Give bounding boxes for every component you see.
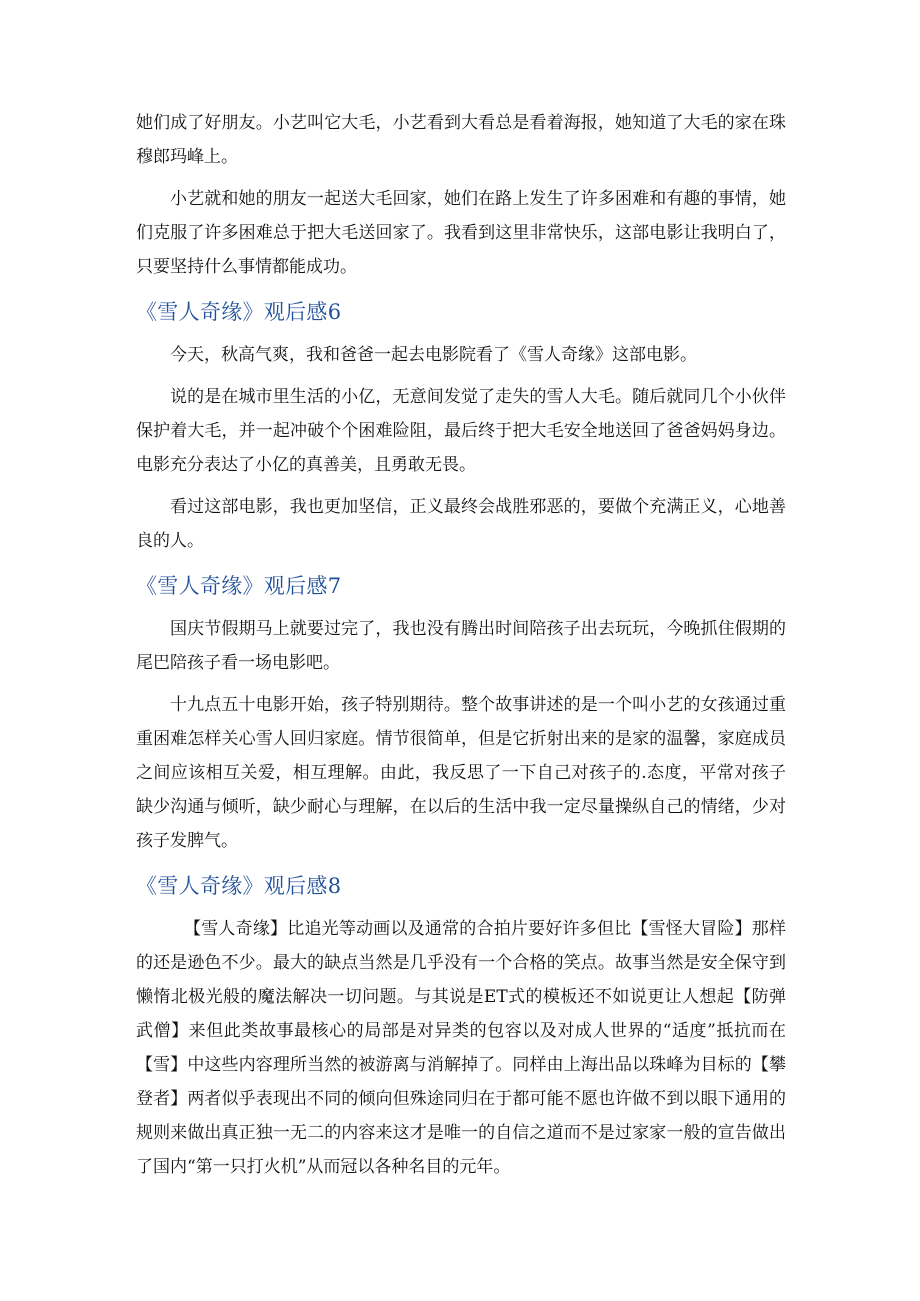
section-title: 《雪人奇缘》观后感7 bbox=[136, 574, 342, 598]
body-paragraph: 国庆节假期马上就要过完了，我也没有腾出时间陪孩子出去玩玩，今晚抓住假期的尾巴陪孩子看一场电影吧。 bbox=[136, 619, 786, 673]
document-content bbox=[136, 106, 786, 1192]
body-paragraph: 【雪人奇缘】比追光等动画以及通常的合拍片要好许多但比【雪怪大冒险】那样的还是逊色不少。最大的缺点当然是几乎没有一个合格的笑点。故事当然是安全保守到懒惰北极光般的魔法解决一切问题。与其说是ET式的模板还不如说更让人想起【防弹武僧】来但此类故事最核心的局部是对异类的包容以及对成人世界的“适度”抵抗而在【雪】中这些内容理所当然的被游离与消解掉了。同样由上海出品以珠峰为目标的【攀登者】两者似乎表现出不同的倾向但殊途同归在于都可能不愿也许做不到以眼下通用的规则来做出真正独一无二的内容来这才是唯一的自信之道而不是过家家一般的宣告做出了国内“第一只打火机”从而冠以各种名目的元年。 bbox=[136, 919, 786, 1177]
body-paragraph: 十九点五十电影开始，孩子特别期待。整个故事讲述的是一个叫小艺的女孩通过重重困难怎样关心雪人回归家庭。情节很简单，但是它折射出来的是家的温馨，家庭成员之间应该相互关爱，相互理解。由此，我反思了一下自己对孩子的.态度，平常对孩子缺少沟通与倾听，缺少耐心与理解，在以后的生活中我一定尽量操纵自己的情绪，少对孩子发脾气。 bbox=[136, 695, 786, 851]
section-title: 《雪人奇缘》观后感8 bbox=[136, 874, 342, 898]
body-paragraph: 说的是在城市里生活的小亿，无意间发觉了走失的雪人大毛。随后就同几个小伙伴保护着大毛，并一起冲破个个困难险阻，最后终于把大毛安全地送回了爸爸妈妈身边。电影充分表达了小亿的真善美，且勇敢无畏。 bbox=[136, 387, 786, 475]
section-title: 《雪人奇缘》观后感6 bbox=[136, 300, 342, 324]
body-paragraph: 她们成了好朋友。小艺叫它大毛，小艺看到大看总是看着海报，她知道了大毛的家在珠穆郎玛峰上。 bbox=[136, 113, 786, 167]
body-paragraph: 看过这部电影，我也更加坚信，正义最终会战胜邪恶的，要做个充满正义，心地善良的人。 bbox=[136, 497, 786, 551]
body-paragraph: 今天，秋高气爽，我和爸爸一起去电影院看了《雪人奇缘》这部电影。 bbox=[170, 345, 697, 365]
body-paragraph: 小艺就和她的朋友一起送大毛回家，她们在路上发生了许多困难和有趣的事情，她们克服了许多困难总于把大毛送回家了。我看到这里非常快乐，这部电影让我明白了，只要坚持什么事情都能成功。 bbox=[136, 189, 786, 277]
